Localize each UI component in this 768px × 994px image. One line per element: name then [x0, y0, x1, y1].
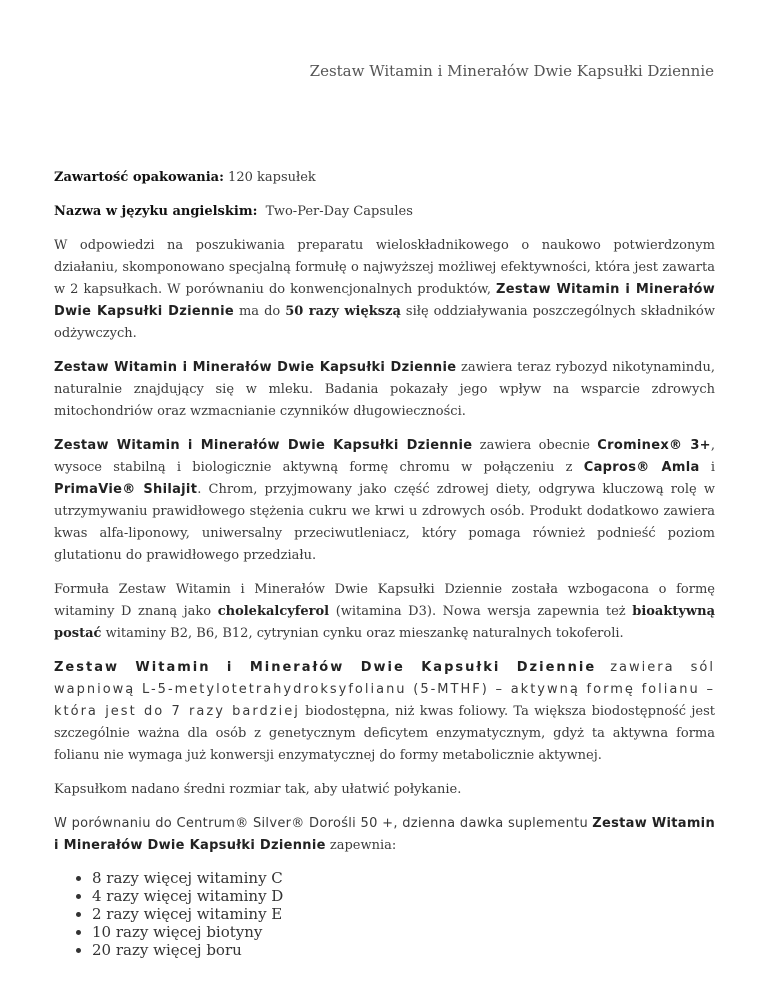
package-line: [54, 167, 715, 189]
p2-product-name: Zestaw Witamin i Minerałów Dwie Kapsułki Dziennie: [54, 360, 457, 375]
document-body: [54, 167, 715, 959]
page-title: Zestaw Witamin i Minerałów Dwie Kapsułki Dziennie: [309, 62, 714, 80]
p3-crominex: Crominex® 3+: [597, 438, 711, 453]
p7-text-c: zapewnia:: [329, 838, 397, 853]
p5-product-name: Zestaw Witamin i Minerałów Dwie Kapsułki Dziennie: [54, 660, 597, 675]
p1-emphasis: 50 razy większą: [285, 304, 401, 319]
p4-bioactive: bioaktywną postać: [54, 604, 715, 641]
package-value: 120 kapsułek: [228, 170, 316, 185]
p3-text-h: . Chrom, przyjmowany jako część zdrowej diety, odgrywa kluczową rolę w utrzymywaniu prawidłowego stężenia cukru we krwi u zdrowych osób. Produkt dodatkowo zawiera kwas alfa-liponowy, uniwersalny przeciwutleniacz, który pomaga również podnieść poziom glutationu do prawidłowego przedziału.: [54, 482, 715, 563]
paragraph-5: [54, 657, 715, 767]
english-name-line: [54, 201, 715, 223]
p3-primavie: PrimaVie® Shilajit: [54, 482, 198, 497]
english-name-label: Nazwa w języku angielskim:: [54, 204, 258, 219]
paragraph-2: [54, 357, 715, 423]
p4-text-e: witaminy B2, B6, B12, cytrynian cynku oraz mieszankę naturalnych tokoferoli.: [105, 626, 624, 641]
p3-text-f: i: [710, 460, 715, 475]
p5-text-b: zawiera sól wapniową L-5-metylotetrahydroksyfolianu (5-MTHF) – aktywną formę folianu – która jest do 7 razy bardziej: [54, 660, 715, 719]
package-label: Zawartość opakowania:: [54, 170, 224, 185]
paragraph-3: [54, 435, 715, 567]
p3-product-name: Zestaw Witamin i Minerałów Dwie Kapsułki Dziennie: [54, 438, 473, 453]
paragraph-1: [54, 235, 715, 345]
p2-text-b: zawiera teraz rybozyd nikotynamindu, naturalnie znajdujący się w mleku. Badania pokazały jego wpływ na wsparcie zdrowych mitochondriów oraz wzmacnianie czynników długowieczności.: [54, 360, 715, 419]
p1-text-e: siłę oddziaływania poszczególnych składników odżywczych.: [54, 304, 715, 341]
english-name-value: Two-Per-Day Capsules: [265, 204, 413, 219]
paragraph-4: [54, 579, 715, 645]
list-item: 2 razy więcej witaminy E: [54, 905, 715, 923]
p4-text-a: Formuła Zestaw Witamin i Minerałów Dwie Kapsułki Dziennie została wzbogacona o formę witaminy D znaną jako: [54, 582, 715, 619]
p7-text-a: W porównaniu do Centrum® Silver® Dorośli 50 +, dzienna dawka suplementu: [54, 816, 589, 831]
list-item: 10 razy więcej biotyny: [54, 923, 715, 941]
p3-text-b: zawiera obecnie: [479, 438, 590, 453]
p1-text-c: ma do: [238, 304, 281, 319]
paragraph-6: Kapsułkom nadano średni rozmiar tak, aby ułatwić połykanie.: [54, 782, 462, 797]
p1-text-a: W odpowiedzi na poszukiwania preparatu wieloskładnikowego o naukowo potwierdzonym działaniu, skomponowano specjalną formułę o najwyższej możliwej efektywności, która jest zawarta w 2 kapsułkach. W porównaniu do konwencjonalnych produktów,: [54, 238, 715, 297]
p4-cholekalcyferol: cholekalcyferol: [217, 604, 330, 619]
paragraph-7: [54, 813, 715, 857]
p4-text-c: (witamina D3). Nowa wersja zapewnia też: [335, 604, 626, 619]
comparison-list: [54, 869, 715, 959]
p1-product-name: Zestaw Witamin i Minerałów Dwie Kapsułki Dziennie: [54, 282, 715, 319]
p5-text-c: biodostępna, niż kwas foliowy. Ta większa biodostępność jest szczególnie ważna dla osób z genetycznym deficytem enzymatycznym, gdyż ta aktywna forma folianu nie wymaga już konwersji enzymatycznej do formy metabolicznie aktywnej.: [54, 704, 716, 763]
p3-text-d: , wysoce stabilną i biologicznie aktywną formę chromu w połączeniu z: [54, 438, 716, 475]
list-item: 4 razy więcej witaminy D: [54, 887, 715, 905]
p3-capros: Capros® Amla: [583, 460, 700, 475]
p7-product-name: Zestaw Witamin i Minerałów Dwie Kapsułki Dziennie: [54, 816, 715, 853]
list-item: 8 razy więcej witaminy C: [54, 869, 715, 887]
list-item: 20 razy więcej boru: [54, 941, 715, 959]
